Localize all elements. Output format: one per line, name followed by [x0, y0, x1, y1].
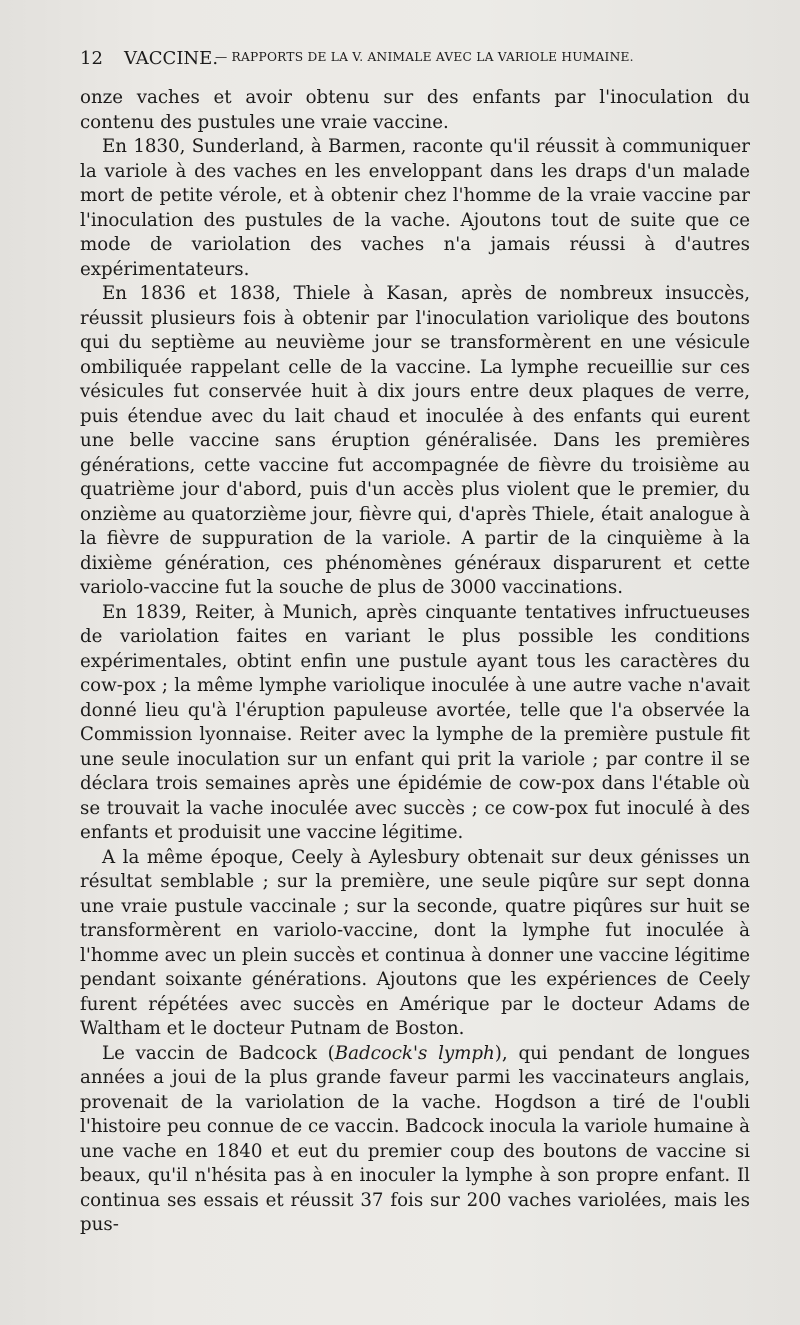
- page-number: 12: [80, 48, 103, 69]
- body-text: [80, 86, 750, 1238]
- paragraph-badcock: [80, 1042, 750, 1238]
- running-subtitle: — RAPPORTS DE LA V. ANIMALE AVEC LA VARIOLE HUMAINE.: [215, 50, 634, 64]
- paragraph-reiter: En 1839, Reiter, à Munich, après cinquante tentatives infructueuses de variolation faites en variant le plus possible les conditions expérimentales, obtint enfin une pustule ayant tous les caractères du cow-pox ; la même lymphe variolique inoculée à une autre vache n'avait donné lieu qu'à l'éruption papuleuse avortée, telle que l'a observée la Commission lyonnaise. Reiter avec la lymphe de la première pustule fit une seule inoculation sur un enfant qui prit la variole ; par contre il se déclara trois semaines après une épidémie de cow-pox dans l'étable où se trouvait la vache inoculée avec succès ; ce cow-pox fut inoculé à des enfants et produisit une vaccine légitime.: [80, 601, 750, 843]
- badcock-lymph-italic: Badcock's lymph: [334, 1042, 495, 1064]
- paragraph-continuation: onze vaches et avoir obtenu sur des enfants par l'inoculation du contenu des pustules une vraie vaccine.: [80, 87, 750, 133]
- badcock-text-rest: ), qui pendant de longues années a joui de la plus grande faveur parmi les vaccinateurs anglais, provenait de la variolation de la vache. Hogdson a tiré de l'oubli l'histoire peu connue de ce vaccin. Badcock inocula la variole humaine à une vache en 1840 et eut du premier coup des boutons de vaccine si beaux, qu'il n'hésita pas à en inoculer la lymphe à son propre enfant. Il continua ses essais et réussit 37 fois sur 200 vaches variolées, mais les pus-: [80, 1042, 750, 1235]
- paragraph-thiele: En 1836 et 1838, Thiele à Kasan, après de nombreux insuccès, réussit plusieurs fois à obtenir par l'inoculation variolique des boutons qui du septième au neuvième jour se transformèrent en une vésicule ombiliquée rappelant celle de la vaccine. La lymphe recueillie sur ces vésicules fut conservée huit à dix jours entre deux plaques de verre, puis étendue avec du lait chaud et inoculée à des enfants qui eurent une belle vaccine sans éruption généralisée. Dans les premières générations, cette vaccine fut accompagnée de fièvre du troisième au quatrième jour d'abord, puis d'un accès plus violent que le premier, du onzième au quatorzième jour, fièvre qui, d'après Thiele, était analogue à la fièvre de suppuration de la variole. A partir de la cinquième à la dixième génération, ces phénomènes généraux disparurent et cette variolo-vaccine fut la souche de plus de 3000 vaccinations.: [80, 283, 750, 598]
- running-header: [80, 48, 750, 78]
- paragraph-ceely: A la même époque, Ceely à Aylesbury obtenait sur deux génisses un résultat semblable ; sur la première, une seule piqûre sur sept donna une vraie pustule vaccinale ; sur la seconde, quatre piqûres sur huit se transformèrent en variolo-vaccine, dont la lymphe fut inoculée à l'homme avec un plein succès et continua à donner une vaccine légitime pendant soixante générations. Ajoutons que les expériences de Ceely furent répétées avec succès en Amérique par le docteur Adams de Waltham et le docteur Putnam de Boston.: [80, 846, 750, 1039]
- running-title: VACCINE.: [124, 48, 219, 69]
- badcock-text-start: Le vaccin de Badcock (: [102, 1042, 335, 1064]
- paragraph-sunderland: En 1830, Sunderland, à Barmen, raconte qu'il réussit à communiquer la variole à des vaches en les enveloppant dans les draps d'un malade mort de petite vérole, et à obtenir chez l'homme de la vraie vaccine par l'inoculation des pustules de la vache. Ajoutons tout de suite que ce mode de variolation des vaches n'a jamais réussi à d'autres expérimentateurs.: [80, 136, 750, 280]
